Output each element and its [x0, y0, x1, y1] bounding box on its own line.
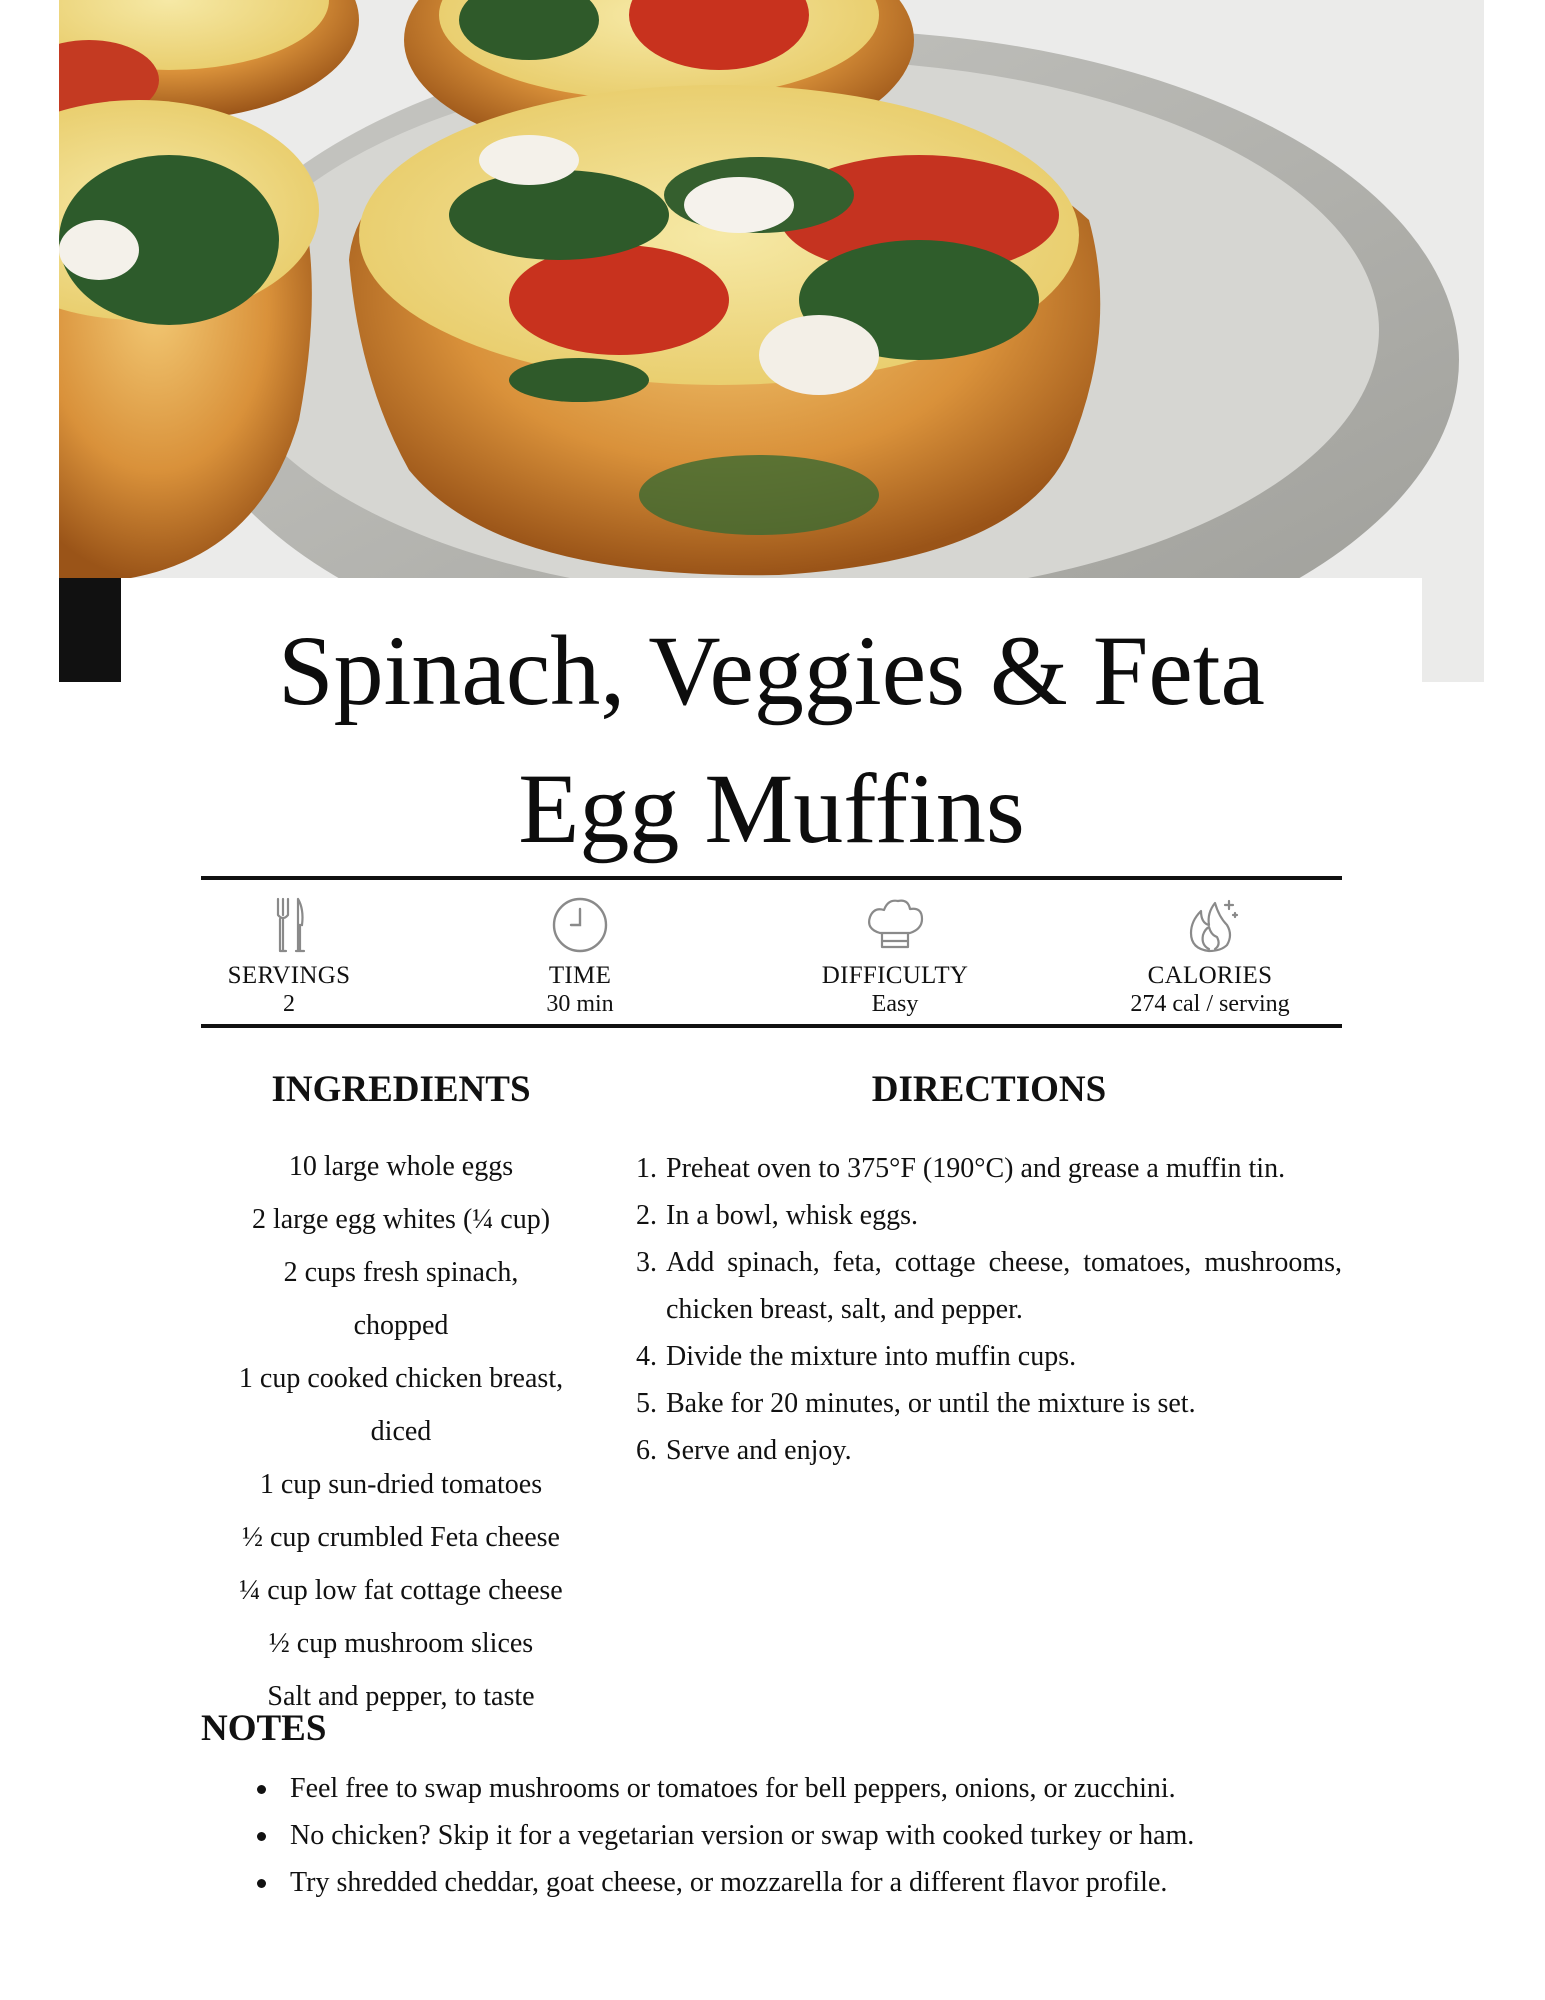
recipe-title [121, 602, 1422, 878]
step-text: Bake for 20 minutes, or until the mixture is set. [666, 1388, 1196, 1419]
list-item: Salt and pepper, to taste [267, 1681, 535, 1712]
direction-step [636, 1333, 1342, 1380]
list-item: 2 large egg whites (¼ cup) [251, 1204, 551, 1235]
directions-list [636, 1145, 1342, 1474]
list-item: Feel free to swap mushrooms or tomatoes for bell peppers, onions, or zucchini. [260, 1765, 1360, 1812]
stat-value: 30 min [546, 991, 614, 1017]
stat-time [430, 895, 730, 1017]
list-item: diced [370, 1416, 432, 1447]
list-item: ½ cup mushroom slices [268, 1628, 534, 1659]
stat-value: Easy [871, 991, 919, 1017]
stat-label: DIFFICULTY [821, 962, 969, 989]
stat-label: CALORIES [1147, 962, 1273, 989]
notes-heading: NOTES [201, 1708, 327, 1749]
list-item: No chicken? Skip it for a vegetarian version or swap with cooked turkey or ham. [260, 1812, 1360, 1859]
directions-heading: DIRECTIONS [871, 1069, 1107, 1110]
list-item: ½ cup crumbled Feta cheese [242, 1522, 560, 1553]
stat-label: TIME [548, 962, 612, 989]
step-number: 6. [636, 1435, 657, 1466]
stat-difficulty [745, 895, 1045, 1017]
fork-knife-icon [254, 895, 324, 955]
list-item: chopped [353, 1310, 449, 1341]
stats-top-rule [201, 876, 1342, 880]
ingredients-list [201, 1140, 601, 1723]
ingredients-heading: INGREDIENTS [271, 1069, 531, 1110]
step-text: Preheat oven to 375°F (190°C) and grease a muffin tin. [666, 1153, 1286, 1184]
list-item: 10 large whole eggs [288, 1151, 514, 1182]
list-item: 1 cup sun-dried tomatoes [259, 1469, 543, 1500]
step-number: 1. [636, 1153, 657, 1184]
direction-step [636, 1380, 1342, 1427]
hero-accent-bar [59, 578, 121, 682]
step-text: In a bowl, whisk eggs. [666, 1200, 918, 1231]
direction-step [636, 1145, 1342, 1192]
step-number: 3. [636, 1247, 657, 1278]
step-number: 4. [636, 1341, 657, 1372]
title-line-2: Egg Muffins [518, 753, 1025, 864]
stat-value: 2 [283, 991, 295, 1017]
title-line-1: Spinach, Veggies & Feta [278, 615, 1265, 726]
list-item: 2 cups fresh spinach, [283, 1257, 519, 1288]
step-number: 5. [636, 1388, 657, 1419]
stats-bottom-rule [201, 1024, 1342, 1028]
step-text: Add spinach, feta, cottage cheese, tomatoes, mushrooms, chicken breast, salt, and pepper. [666, 1247, 1342, 1325]
clock-icon [545, 895, 615, 955]
list-item: ¼ cup low fat cottage cheese [239, 1575, 563, 1606]
direction-step [636, 1192, 1342, 1239]
step-number: 2. [636, 1200, 657, 1231]
stat-value: 274 cal / serving [1130, 991, 1290, 1017]
notes-list [260, 1765, 1360, 1906]
stat-label: SERVINGS [227, 962, 351, 989]
list-item: Try shredded cheddar, goat cheese, or mozzarella for a different flavor profile. [260, 1859, 1360, 1906]
step-text: Serve and enjoy. [666, 1435, 852, 1466]
stat-servings [139, 895, 439, 1017]
chef-hat-icon [860, 895, 930, 955]
direction-step [636, 1427, 1342, 1474]
step-text: Divide the mixture into muffin cups. [666, 1341, 1077, 1372]
list-item: 1 cup cooked chicken breast, [238, 1363, 564, 1394]
direction-step [636, 1239, 1342, 1333]
flame-icon [1175, 895, 1245, 955]
stat-calories [1060, 895, 1360, 1017]
